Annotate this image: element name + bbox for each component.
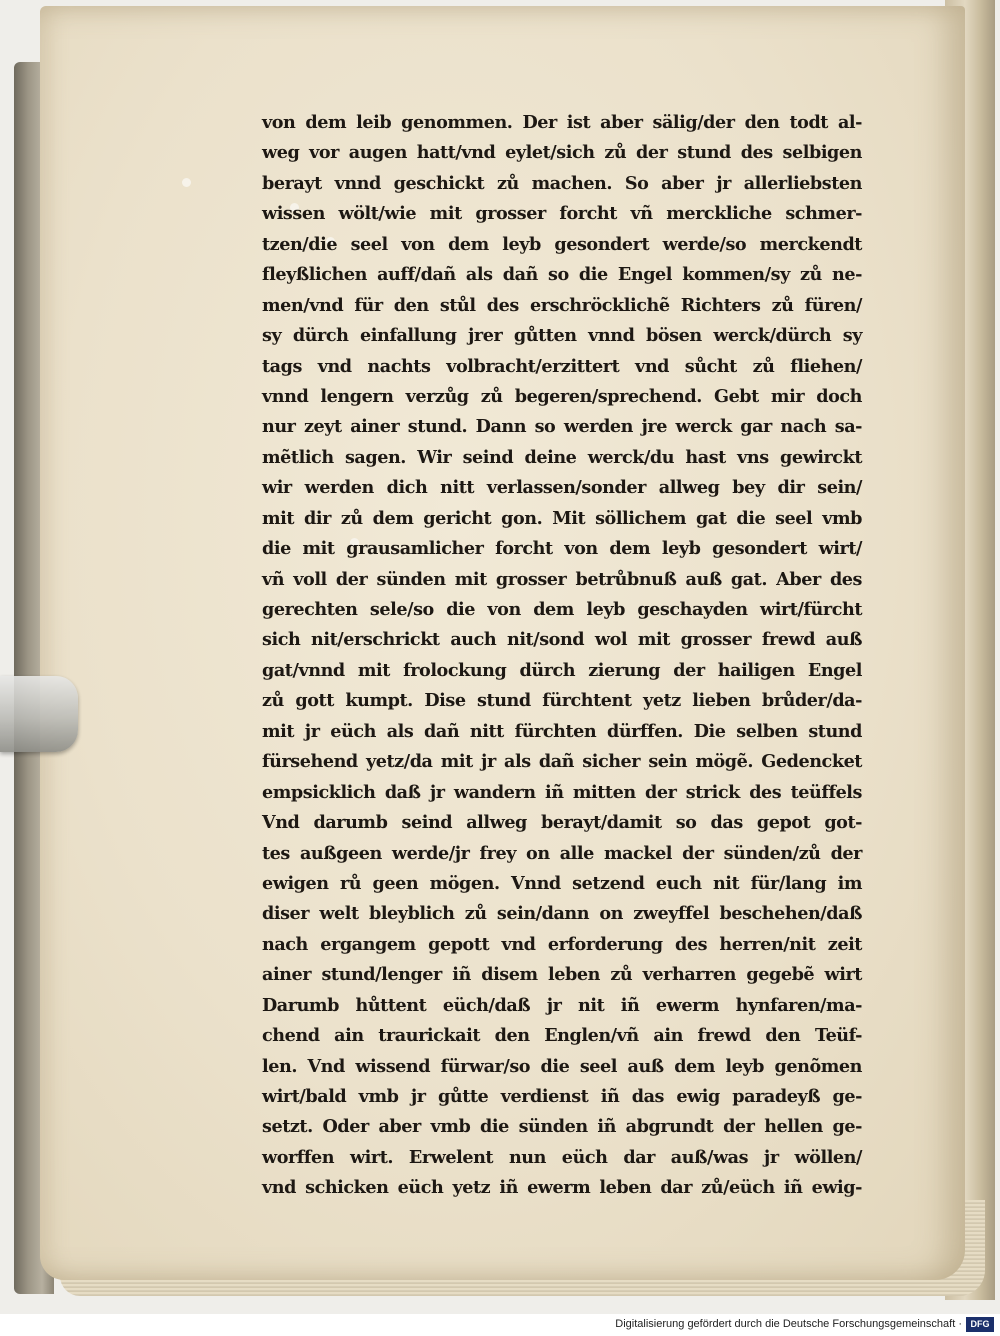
text-line: vnd schicken eüch yetz iñ ewerm leben dar zů/eüch iñ ewig-: [262, 1177, 862, 1199]
text-line: tags vnd nachts volbracht/erzittert vnd sůcht zů fliehen/: [262, 355, 862, 377]
text-line: ainer stund/lenger iñ disem leben zů verharren gegebẽ wirt: [262, 964, 862, 986]
text-line: die mit grausamlicher forcht von dem leyb gesondert wirt/: [262, 538, 862, 560]
footer-credit-text: Digitalisierung gefördert durch die Deutsche Forschungsgemeinschaft: [615, 1318, 956, 1330]
text-line: vñ voll der sünden mit grosser betrůbnuß auß gat. Aber des: [262, 568, 862, 590]
text-line: worffen wirt. Erwelent nun eüch dar auß/was jr wöllen/: [262, 1146, 862, 1168]
text-line: wirt/bald vmb jr gůtte verdienst iñ das ewig paradeyß ge-: [262, 1086, 862, 1107]
paper-spot: [182, 178, 191, 187]
footer-separator: ·: [958, 1318, 962, 1330]
text-line: Darumb hůttent eüch/daß jr nit iñ ewerm hynfaren/ma-: [262, 994, 862, 1016]
text-line: mit jr eüch als dañ nitt fürchten dürffen. Die selben stund: [262, 720, 862, 742]
footer-credit: [615, 1318, 962, 1330]
text-line: weg vor augen hatt/vnd eylet/sich zů der stund des selbigen: [262, 142, 862, 164]
text-line: setzt. Oder aber vmb die sünden iñ abgrundt der hellen ge-: [262, 1116, 862, 1138]
text-line: zů gott kumpt. Dise stund fürchtent yetz lieben brůder/da-: [262, 690, 862, 712]
text-line: chend ain traurickait den Englen/vñ ain frewd den Teüf-: [262, 1025, 862, 1047]
text-line: tes außgeen werde/jr frey on alle mackel der sünden/zů der: [262, 842, 862, 864]
text-line: nur zeyt ainer stund. Dann so werden jre werck gar nach sa-: [262, 416, 862, 438]
text-line: gerechten sele/so die von dem leyb geschayden wirt/fürcht: [262, 599, 862, 620]
text-line: wir werden dich nitt verlassen/sonder allweg bey dir sein/: [262, 477, 862, 499]
text-line: men/vnd für den stůl des erschröcklichẽ Richters zů füren/: [262, 294, 862, 316]
text-line: sy dürch einfallung jrer gůtten vnnd bösen werck/dürch sy: [262, 325, 862, 347]
text-line: nach ergangem gepott vnd erforderung des herren/nit zeit: [262, 933, 862, 955]
text-line: tzen/die seel von dem leyb gesondert werde/so merckendt: [262, 233, 862, 255]
page-text: [262, 108, 862, 1204]
text-line: sich nit/erschrickt auch nit/sond wol mit grosser frewd auß: [262, 629, 862, 651]
footer-bar: [0, 1314, 1000, 1336]
text-line: empsicklich daß jr wandern iñ mitten der strick des teüffels: [262, 781, 862, 803]
text-line: vnnd lengern verzůg zů begeren/sprechend. Gebt mir doch: [262, 385, 862, 407]
text-line: von dem leib genommen. Der ist aber sälig/der den todt al-: [262, 112, 862, 133]
text-line: wissen wölt/wie mit grosser forcht vñ merckliche schmer-: [262, 203, 862, 225]
dfg-logo: DFG: [966, 1317, 994, 1332]
text-line: mẽtlich sagen. Wir seind deine werck/du hast vns gewirckt: [262, 446, 862, 468]
text-line: mit dir zů dem gericht gon. Mit söllichem gat die seel vmb: [262, 507, 862, 529]
text-line: berayt vnnd geschickt zů machen. So aber jr allerliebsten: [262, 172, 862, 194]
text-line: diser welt bleyblich zů sein/dann on zweyffel beschehen/daß: [262, 903, 862, 925]
text-line: ewigen rů geen mögen. Vnnd setzend euch nit für/lang im: [262, 872, 862, 894]
text-line: Vnd darumb seind allweg berayt/damit so das gepot got-: [262, 812, 862, 834]
text-line: len. Vnd wissend fürwar/so die seel auß dem leyb genõmen: [262, 1055, 862, 1077]
page-clip: [0, 676, 78, 752]
text-line: fleyßlichen auff/dañ als dañ so die Engel kommen/sy zů ne-: [262, 264, 862, 286]
text-line: gat/vnnd mit frolockung dürch zierung der hailigen Engel: [262, 659, 862, 681]
text-line: fürsehend yetz/da mit jr als dañ sicher sein mögẽ. Gedencket: [262, 751, 862, 773]
